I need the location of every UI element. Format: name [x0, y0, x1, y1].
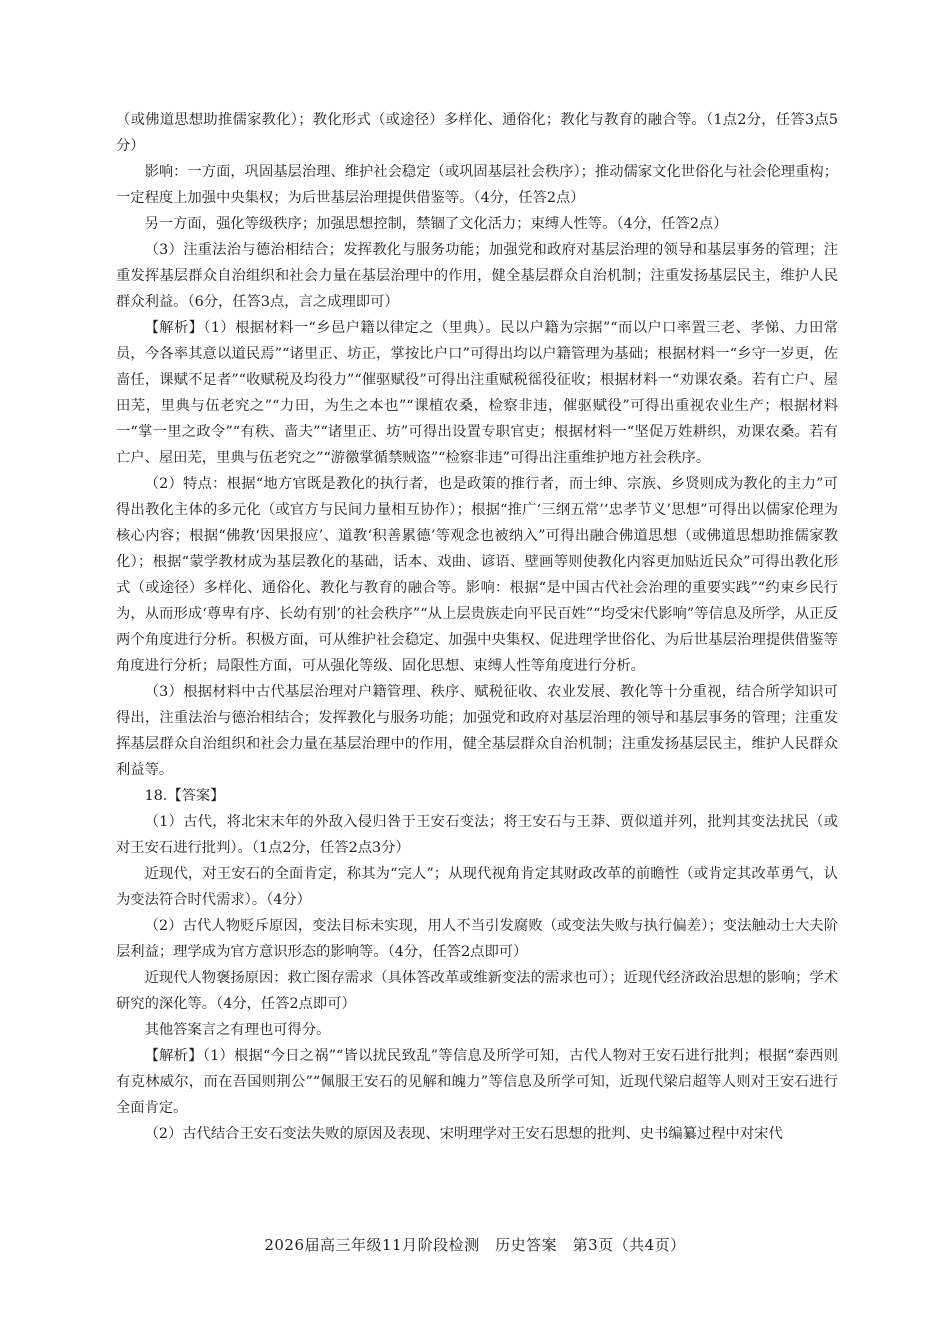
- paragraph-q3-answer: （3）注重法治与德治相结合；发挥教化与服务功能；加强党和政府对基层治理的领导和基层事务的管理；注重发挥基层群众自治组织和社会力量在基层治理中的作用，健全基层群众自治机制；注重发扬基层民主，维护人民群众利益。（6分，任答3点，言之成理即可）: [116, 242, 838, 310]
- paragraph-18-analysis-2: （2）古代结合王安石变法失败的原因及表现、宋明理学对王安石思想的批判、史书编纂过程中对宋代: [144, 1126, 783, 1142]
- paragraph-analysis-3: （3）根据材料中古代基层治理对户籍管理、秩序、赋税征收、农业发展、教化等十分重视，结合所学知识可得出，注重法治与德治相结合；发挥教化与服务功能；加强党和政府对基层治理的领导和基层事务的管理；注重发挥基层群众自治组织和社会力量在基层治理中的作用，健全基层群众自治机制；注重发扬基层民主，维护人民群众利益等。: [116, 684, 838, 778]
- question-18-heading: 18.【答案】: [144, 788, 225, 804]
- paragraph-analysis-2: （2）特点：根据“地方官既是教化的执行者，也是政策的推行者，而士绅、宗族、乡贤则成为教化的主力”可得出教化主体的多元化（或官方与民间力量相互协作）；根据“推广‘三纲五常’‘忠孝节义’思想”可得出以儒家伦理为核心内容；根据“佛教‘因果报应’、道教‘积善累德’等观念也被纳入”可得出融合佛道思想（或佛道思想助推儒家教化）；根据“蒙学教材成为基层教化的基础，话本、戏曲、谚语、壁画等则使教化内容更加贴近民众”可得出教化形式（或途径）多样化、通俗化、教化与教育的融合等。影响：根据“是中国古代社会治理的重要实践”“约束乡民行为，从而形成‘尊卑有序、长幼有别’的社会秩序”“从上层贵族走向平民百姓”“均受宋代影响”等信息及所学，从正反两个角度进行分析。积极方面，可从维护社会稳定、加强中央集权、促进理学世俗化、为后世基层治理提供借鉴等角度进行分析；局限性方面，可从强化等级、固化思想、束缚人性等角度进行分析。: [116, 476, 838, 674]
- answer-content: [116, 107, 838, 1147]
- paragraph-other-side: 另一方面，强化等级秩序；加强思想控制，禁锢了文化活力；束缚人性等。（4分，任答2点）: [144, 216, 728, 232]
- paragraph-other-answers: 其他答案言之有理也可得分。: [144, 1022, 331, 1038]
- paragraph-18-analysis-1: 【解析】（1）根据“今日之祸”“皆以扰民致乱”等信息及所学可知，古代人物对王安石进行批判；根据“泰西则有克林威尔，而在吾国则荆公”“佩服王安石的见解和魄力”等信息及所学可知，近现代梁启超等人则对王安石进行全面肯定。: [116, 1048, 838, 1116]
- paragraph-continuation: （或佛道思想助推儒家教化）；教化形式（或途径）多样化、通俗化；教化与教育的融合等。（1点2分，任答3点5分）: [116, 112, 838, 154]
- paragraph-influence: 影响：一方面，巩固基层治理、维护社会稳定（或巩固基层社会秩序）；推动儒家文化世俗化与社会伦理重构；一定程度上加强中央集权；为后世基层治理提供借鉴等。（4分，任答2点）: [116, 164, 838, 206]
- paragraph-18-1: （1）古代，将北宋末年的外敌入侵归咎于王安石变法；将王安石与王莽、贾似道并列，批判其变法扰民（或对王安石进行批判）。（1点2分，任答2点3分）: [116, 814, 838, 856]
- paragraph-18-modern-reasons: 近现代人物褒扬原因：救亡图存需求（具体答改革或维新变法的需求也可）；近现代经济政治思想的影响；学术研究的深化等。（4分，任答2点即可）: [116, 970, 838, 1012]
- paragraph-18-2: （2）古代人物贬斥原因，变法目标未实现，用人不当引发腐败（或变法失败与执行偏差）；变法触动士大夫阶层利益；理学成为官方意识形态的影响等。（4分，任答2点即可）: [116, 918, 838, 960]
- paragraph-18-modern: 近现代，对王安石的全面肯定，称其为“完人”；从现代视角肯定其财政改革的前瞻性（或肯定其改革勇气，认为变法符合时代需求）。（4分）: [116, 866, 838, 908]
- page-footer: 2026届高三年级11月阶段检测 历史答案 第3页（共4页）: [264, 1236, 686, 1254]
- paragraph-analysis-1: 【解析】（1）根据材料一“乡邑户籍以律定之（里典）。民以户籍为宗据”“而以户口率置三老、孝悌、力田常员，今各率其意以道民焉”“诸里正、坊正，掌按比户口”可得出均以户籍管理为基础；根据材料一“乡守一岁更，佐啬任，课赋不足者”“收赋税及均役力”“催驱赋役”可得出注重赋税徭役征收；根据材料一“劝课农桑。若有亡户、屋田芜，里典与伍老究之”“力田，为生之本也”“课植农桑，检察非违，催驱赋役”可得出重视农业生产；根据材料一“掌一里之政令”“有秩、啬夫”“诸里正、坊”可得出设置专职官吏；根据材料一“坚促万姓耕织，劝课农桑。若有亡户、屋田芜，里典与伍老究之”“游徼掌循禁贼盗”“检察非违”可得出注重维护地方社会秩序。: [116, 320, 838, 466]
